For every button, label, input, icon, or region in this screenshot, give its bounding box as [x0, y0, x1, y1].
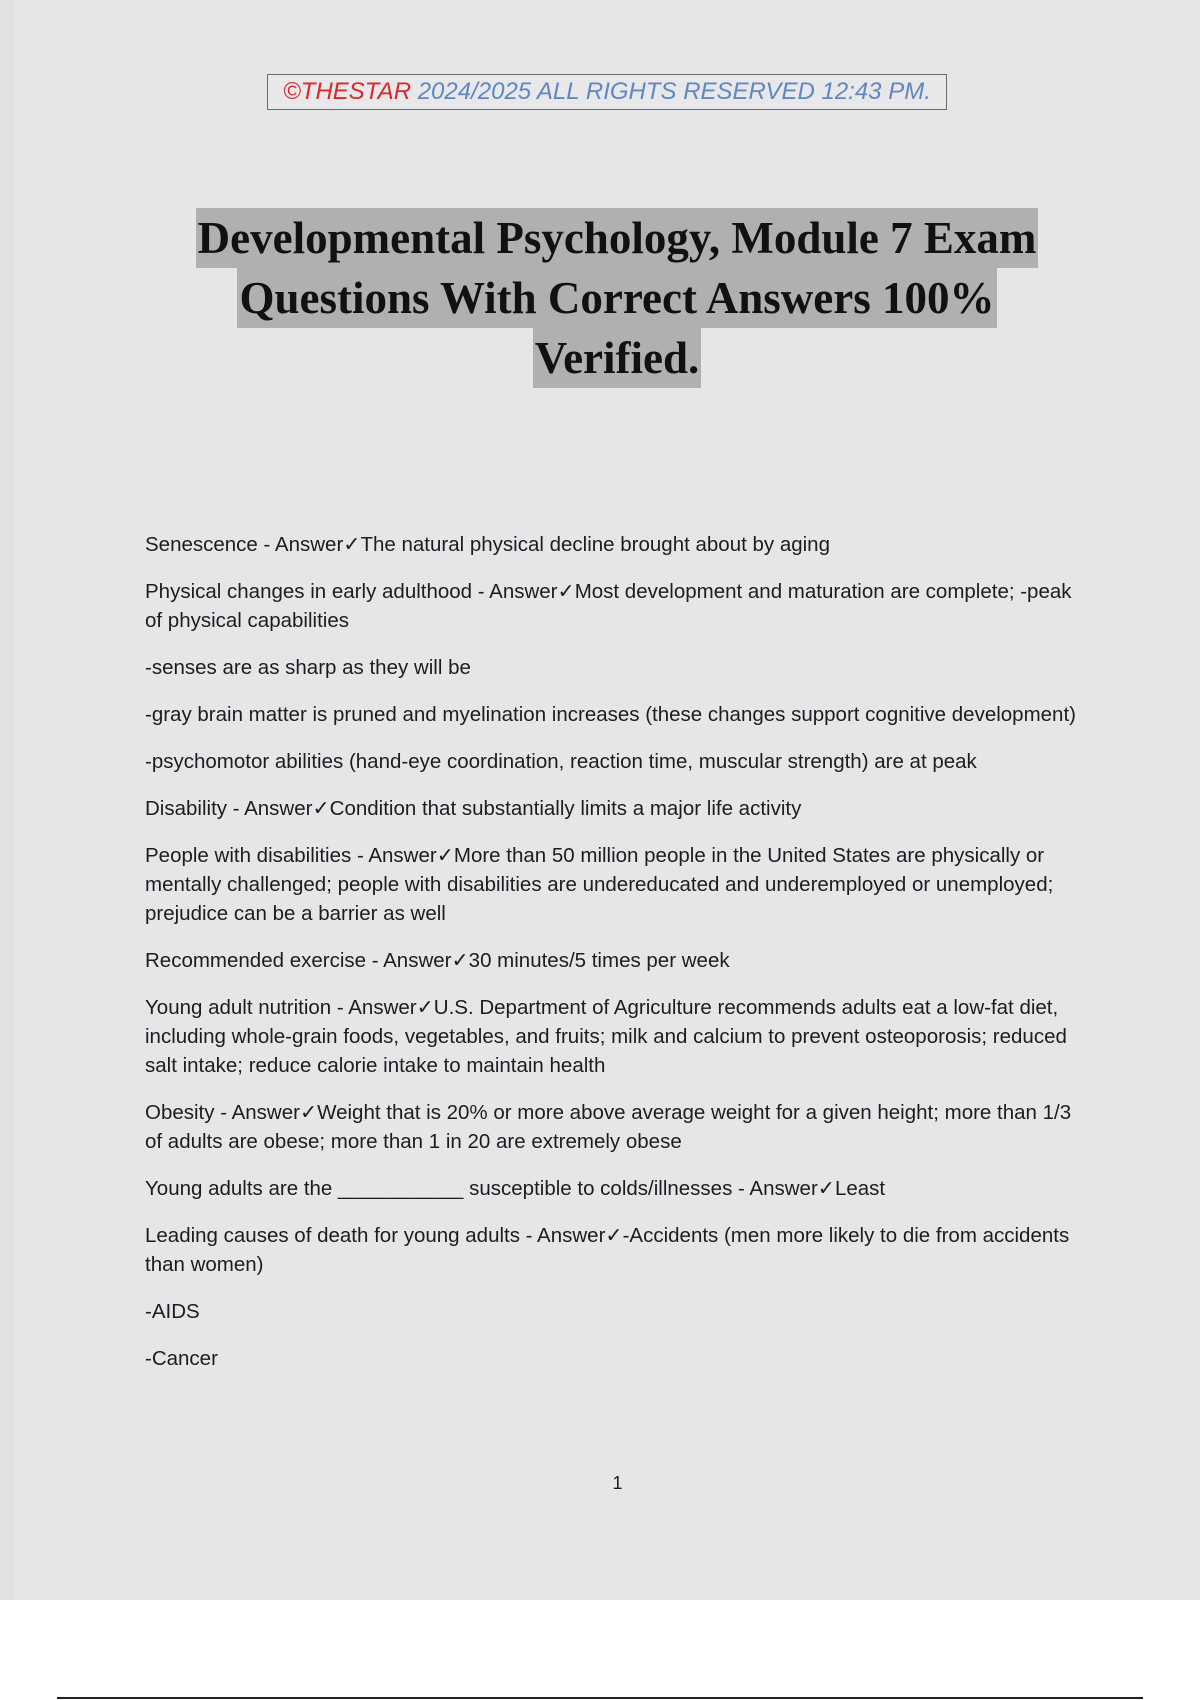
qa-paragraph: Physical changes in early adulthood - Answer✓Most development and maturation are complete; -peak of physical capabilities — [145, 580, 1072, 632]
qa-paragraph: -Cancer — [145, 1347, 218, 1370]
qa-paragraph: Disability - Answer✓Condition that substantially limits a major life activity — [145, 797, 802, 820]
page-edge — [0, 0, 14, 1600]
title-line-1: Developmental Psychology, Module 7 Exam — [196, 208, 1039, 268]
document-title — [120, 208, 1114, 388]
qa-content — [145, 530, 1090, 1391]
bottom-divider — [57, 1697, 1143, 1699]
qa-paragraph: People with disabilities - Answer✓More than 50 million people in the United States are physically or mentally challenged; people with disabilities are undereducated and underemployed or unemployed; prejudice can be a barrier as well — [145, 844, 1054, 925]
qa-paragraph: -AIDS — [145, 1300, 200, 1323]
qa-paragraph: -gray brain matter is pruned and myelination increases (these changes support cognitive development) — [145, 703, 1076, 726]
qa-paragraph: Obesity - Answer✓Weight that is 20% or more above average weight for a given height; more than 1/3 of adults are obese; more than 1 in 20 are extremely obese — [145, 1101, 1072, 1153]
header-brand: ©THESTAR — [283, 78, 412, 105]
qa-paragraph: Senescence - Answer✓The natural physical decline brought about by aging — [145, 533, 830, 556]
page-number: 1 — [612, 1473, 623, 1493]
copyright-header — [267, 74, 947, 110]
header-text: 2024/2025 ALL RIGHTS RESERVED 12:43 PM. — [411, 78, 931, 105]
qa-paragraph: -psychomotor abilities (hand-eye coordination, reaction time, muscular strength) are at peak — [145, 750, 977, 773]
qa-paragraph: Young adult nutrition - Answer✓U.S. Department of Agriculture recommends adults eat a low-fat diet, including whole-grain foods, vegetables, and fruits; milk and calcium to prevent osteoporosis; reduced salt intake; reduce calorie intake to maintain health — [145, 996, 1067, 1077]
qa-paragraph: -senses are as sharp as they will be — [145, 656, 471, 679]
qa-paragraph: Leading causes of death for young adults - Answer✓-Accidents (men more likely to die from accidents than women) — [145, 1224, 1070, 1276]
qa-paragraph: Recommended exercise - Answer✓30 minutes/5 times per week — [145, 949, 730, 972]
qa-paragraph: Young adults are the ___________ susceptible to colds/illnesses - Answer✓Least — [145, 1177, 886, 1200]
title-line-3: Verified. — [533, 328, 702, 388]
title-line-2: Questions With Correct Answers 100% — [237, 268, 996, 328]
